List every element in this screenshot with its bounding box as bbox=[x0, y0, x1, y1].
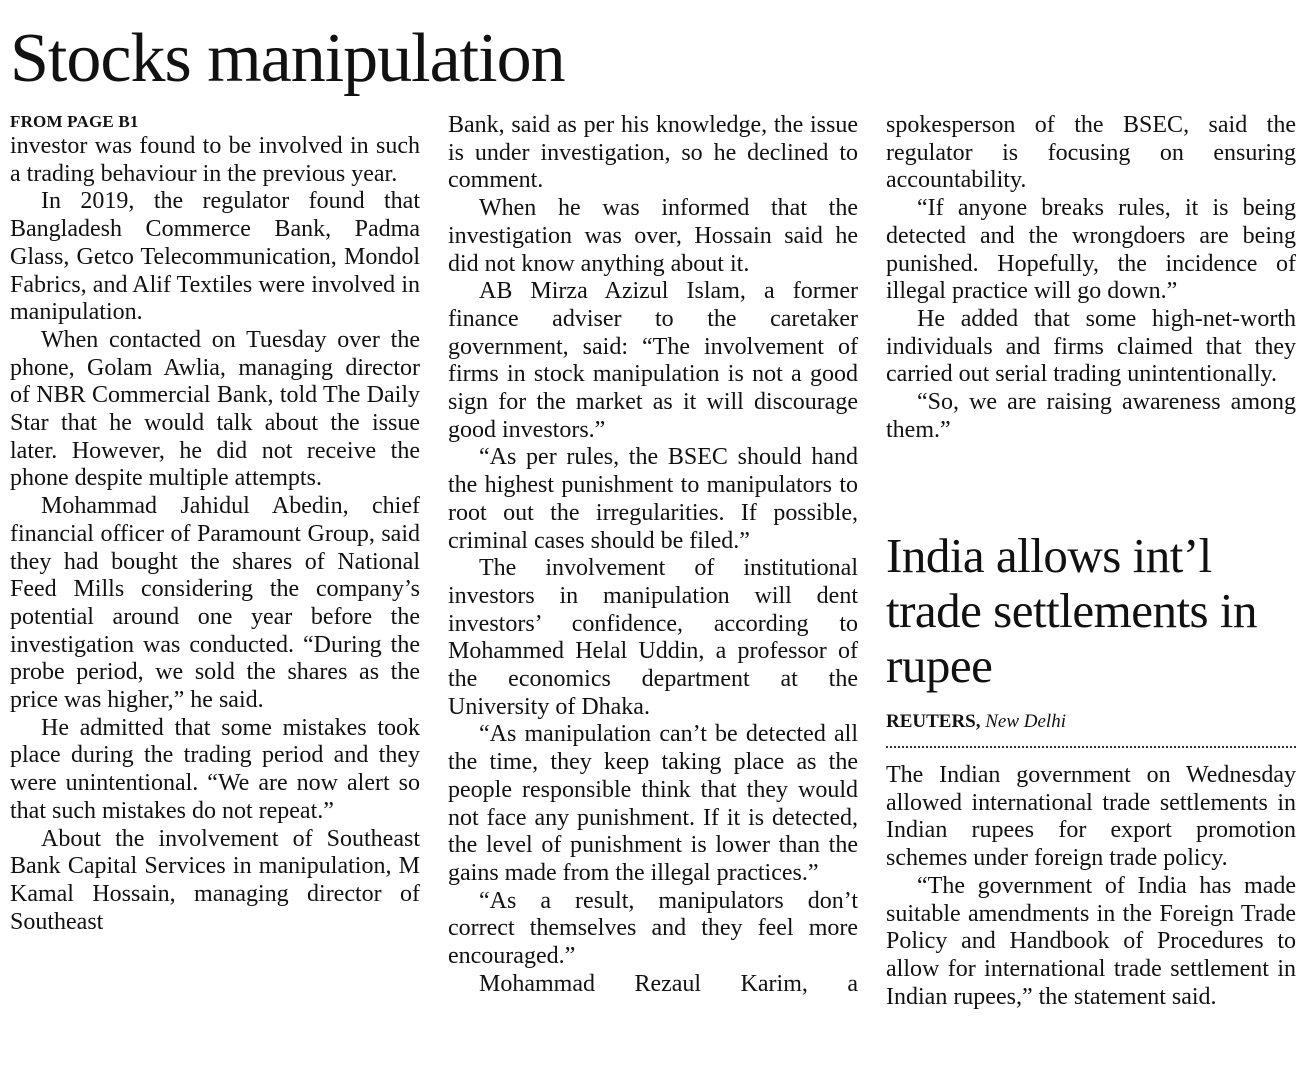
story1-col3-paragraph: “So, we are raising awareness among them.” bbox=[886, 389, 1296, 443]
story1-col1-paragraph: Mohammad Jahidul Abedin, chief financial officer of Paramount Group, said they had bought the shares of National Feed Mills considering the company’s potential around one year before the investigation was conducted. “During the probe period, we sold the shares as the price was higher,” he said. bbox=[10, 493, 420, 714]
story1-col2-paragraph: “As a result, manipulators don’t correct themselves and they feel more encouraged.” bbox=[448, 887, 858, 970]
story1-column-3 bbox=[886, 112, 1296, 444]
story1-col2-paragraph: Mohammad Rezaul Karim, a bbox=[479, 970, 858, 997]
story1-col1-paragraph: In 2019, the regulator found that Bangladesh Commerce Bank, Padma Glass, Getco Telecommunication, Mondol Fabrics, and Alif Textiles were involved in manipulation. bbox=[10, 188, 420, 326]
story2-paragraph: “The government of India has made suitable amendments in the Foreign Trade Policy and Handbook of Procedures to allow for international trade settlement in Indian rupees,” the statement said. bbox=[886, 872, 1296, 1010]
byline-place: New Delhi bbox=[985, 711, 1066, 732]
byline-divider bbox=[886, 746, 1296, 748]
story1-col2-paragraph: “As per rules, the BSEC should hand the highest punishment to manipulators to root out the irregularities. If possible, criminal cases should be filed.” bbox=[448, 444, 858, 554]
story1-column-2 bbox=[448, 112, 858, 999]
story1-col1-paragraph: He admitted that some mistakes took place during the trading period and they were unintentional. “We are now alert so that such mistakes do not repeat.” bbox=[10, 714, 420, 824]
story1-col2-paragraph: When he was informed that the investigation was over, Hossain said he did not know anything about it. bbox=[448, 195, 858, 277]
story1-col2-paragraph: The involvement of institutional investors in manipulation will dent investors’ confidence, according to Mohammed Helal Uddin, a professor of the economics department at the University of Dhaka. bbox=[448, 555, 858, 720]
story1-kicker: FROM PAGE B1 bbox=[10, 112, 139, 131]
story1-col1-paragraph: investor was found to be involved in such a trading behaviour in the previous year. bbox=[10, 133, 420, 187]
story2-body bbox=[886, 762, 1296, 1011]
story1-col2-paragraph: Bank, said as per his knowledge, the issue is under investigation, so he declined to comment. bbox=[448, 112, 858, 194]
story1-col2-paragraph: “As manipulation can’t be detected all the time, they keep taking place as the people responsible think that they would not face any punishment. If it is detected, the level of punishment is lower than the gains made from the illegal practices.” bbox=[448, 721, 858, 886]
story1-column-1 bbox=[10, 112, 420, 936]
story2-paragraph: The Indian government on Wednesday allowed international trade settlements in Indian rupees for export promotion schemes under foreign trade policy. bbox=[886, 762, 1296, 872]
story2-byline bbox=[886, 710, 1066, 734]
story1-col1-paragraph: When contacted on Tuesday over the phone, Golam Awlia, managing director of NBR Commercial Bank, told The Daily Star that he would talk about the issue later. However, he did not receive the phone despite multiple attempts. bbox=[10, 326, 420, 492]
story1-col3-paragraph: “If anyone breaks rules, it is being detected and the wrongdoers are being punished. Hopefully, the incidence of illegal practice will go down.” bbox=[886, 195, 1296, 305]
story2-headline: India allows int’l trade settlements in rupee bbox=[886, 528, 1257, 693]
byline-source: REUTERS, bbox=[886, 711, 981, 732]
story1-col3-paragraph: spokesperson of the BSEC, said the regulator is focusing on ensuring accountability. bbox=[886, 112, 1296, 194]
story1-col2-paragraph: AB Mirza Azizul Islam, a former finance adviser to the caretaker government, said: “The involvement of firms in stock manipulation is not a good sign for the market as it will discourage good investors.” bbox=[448, 278, 858, 443]
story1-col1-paragraph: About the involvement of Southeast Bank Capital Services in manipulation, M Kamal Hossain, managing director of Southeast bbox=[10, 825, 420, 935]
story1-col3-paragraph: He added that some high-net-worth individuals and firms claimed that they carried out serial trading unintentionally. bbox=[886, 305, 1296, 388]
story1-headline: Stocks manipulation bbox=[10, 20, 565, 97]
